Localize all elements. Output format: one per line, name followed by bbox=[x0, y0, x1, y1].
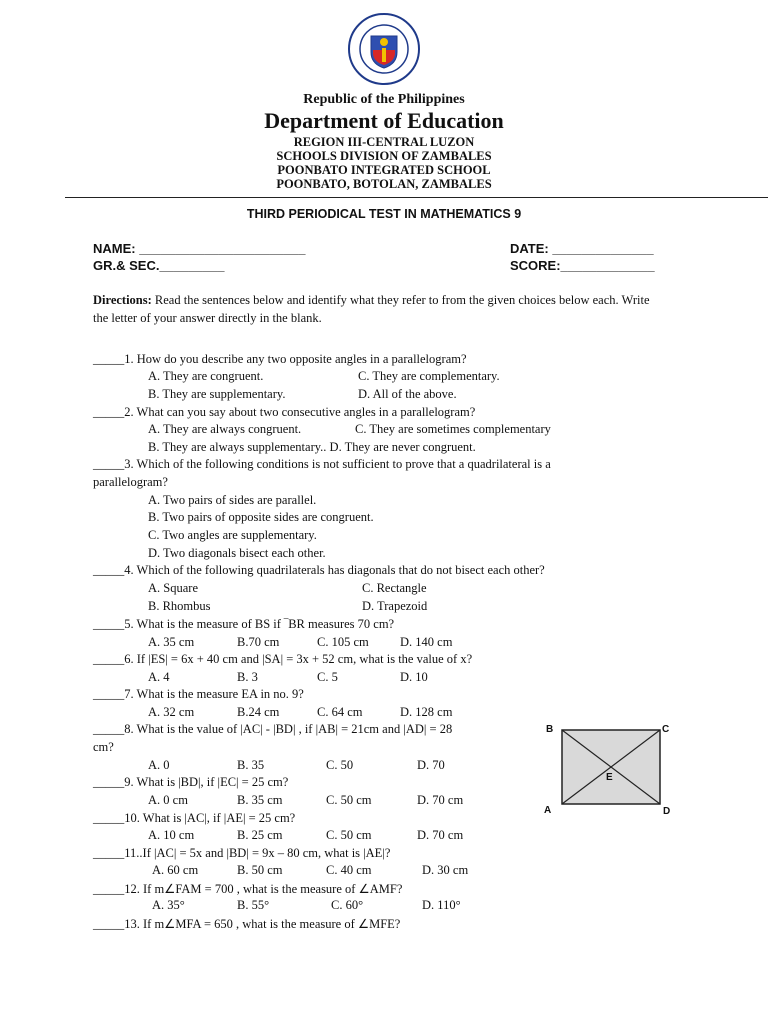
question-line: _____12. If m∠FAM = 700 , what is the measure of ∠AMF? bbox=[93, 882, 403, 896]
question-line: A. Two pairs of sides are parallel. bbox=[148, 493, 317, 507]
question-line: A. They are always congruent. bbox=[148, 422, 302, 436]
deped-seal bbox=[347, 12, 421, 86]
question-line: B. 25 cm bbox=[237, 828, 283, 842]
question-line: _____1. How do you describe any two opposite angles in a parallelogram? bbox=[93, 352, 467, 366]
question-line: D. 110° bbox=[422, 898, 461, 912]
header-division: SCHOOLS DIVISION OF ZAMBALES bbox=[276, 149, 492, 163]
question-line: A. They are congruent. bbox=[148, 369, 264, 383]
test-title: THIRD PERIODICAL TEST IN MATHEMATICS 9 bbox=[246, 207, 522, 221]
score-field[interactable]: SCORE:_____________ bbox=[510, 258, 655, 273]
question-line: D. 70 cm bbox=[417, 828, 464, 842]
header-republic: Republic of the Philippines bbox=[303, 92, 465, 107]
question-line: C. 50 bbox=[326, 758, 354, 772]
header-divider bbox=[65, 197, 768, 198]
question-line: A. 4 bbox=[148, 670, 170, 684]
question-line: D. 70 cm bbox=[417, 793, 464, 807]
question-line: cm? bbox=[93, 740, 114, 754]
question-line: B. 35 bbox=[237, 758, 265, 772]
vertex-label-d: D bbox=[663, 806, 671, 817]
question-line: _____8. What is the value of |AC| - |BD| , if |AB| = 21cm and |AD| = 28 bbox=[93, 722, 453, 736]
question-line: D. 10 bbox=[400, 670, 428, 684]
question-line: C. They are complementary. bbox=[358, 369, 500, 383]
question-line: C. Two angles are supplementary. bbox=[148, 528, 317, 542]
deped-seal-icon bbox=[347, 12, 421, 86]
question-line: _____2. What can you say about two consecutive angles in a parallelogram? bbox=[93, 405, 476, 419]
question-line: C. Rectangle bbox=[362, 581, 427, 595]
question-line: B. 3 bbox=[237, 670, 258, 684]
question-line: A. 0 cm bbox=[148, 793, 188, 807]
question-line: C. 50 cm bbox=[326, 828, 372, 842]
question-line: _____11..If |AC| = 5x and |BD| = 9x – 80 cm, what is |AE|? bbox=[93, 846, 391, 860]
question-line: B. 35 cm bbox=[237, 793, 283, 807]
question-line: A. 35 cm bbox=[148, 635, 195, 649]
question-line: C. 64 cm bbox=[317, 705, 363, 719]
question-line: B. Rhombus bbox=[148, 599, 211, 613]
question-line: B. Two pairs of opposite sides are congruent. bbox=[148, 510, 374, 524]
question-line: B. 50 cm bbox=[237, 863, 283, 877]
directions bbox=[93, 292, 663, 327]
question-line: _____9. What is |BD|, if |EC| = 25 cm? bbox=[93, 775, 289, 789]
question-line: C. 5 bbox=[317, 670, 338, 684]
question-line: C. They are sometimes complementary bbox=[355, 422, 551, 436]
question-line: A. 0 bbox=[148, 758, 170, 772]
question-line: D. 140 cm bbox=[400, 635, 453, 649]
question-line: _____6. If |ES| = 6x + 40 cm and |SA| = 3x + 52 cm, what is the value of x? bbox=[93, 652, 473, 666]
directions-label: Directions: bbox=[93, 293, 152, 307]
name-field[interactable]: NAME: _______________________ bbox=[93, 241, 306, 256]
question-line: A. 10 cm bbox=[148, 828, 195, 842]
question-line: B. They are always supplementary.. D. They are never congruent. bbox=[148, 440, 476, 454]
grade-section-field[interactable]: GR.& SEC._________ bbox=[93, 258, 225, 273]
question-line: D. Trapezoid bbox=[362, 599, 428, 613]
question-line: C. 50 cm bbox=[326, 793, 372, 807]
vertex-label-a: A bbox=[544, 805, 552, 816]
question-line: D. All of the above. bbox=[358, 387, 457, 401]
question-line: B. 55° bbox=[237, 898, 270, 912]
question-line: _____7. What is the measure EA in no. 9? bbox=[93, 687, 304, 701]
question-line: C. 60° bbox=[331, 898, 364, 912]
rectangle-figure bbox=[540, 720, 680, 822]
header-address: POONBATO, BOTOLAN, ZAMBALES bbox=[276, 177, 492, 191]
header-department: Department of Education bbox=[264, 108, 504, 133]
question-line: D. 128 cm bbox=[400, 705, 453, 719]
question-line: B.70 cm bbox=[237, 635, 280, 649]
question-line: C. 105 cm bbox=[317, 635, 369, 649]
question-line: parallelogram? bbox=[93, 475, 168, 489]
question-line: _____5. What is the measure of BS if ‾BR measures 70 cm? bbox=[93, 617, 395, 631]
question-line: D. 70 bbox=[417, 758, 445, 772]
date-field[interactable]: DATE: ______________ bbox=[510, 241, 654, 256]
vertex-label-b: B bbox=[546, 724, 554, 735]
question-line: D. Two diagonals bisect each other. bbox=[148, 546, 326, 560]
question-line: A. 60 cm bbox=[152, 863, 199, 877]
header-region: REGION III-CENTRAL LUZON bbox=[293, 135, 475, 149]
question-line: A. 35° bbox=[152, 898, 185, 912]
question-line: _____13. If m∠MFA = 650 , what is the measure of ∠MFE? bbox=[93, 917, 401, 931]
question-line: A. Square bbox=[148, 581, 198, 595]
vertex-label-e: E bbox=[606, 772, 613, 783]
header-school: POONBATO INTEGRATED SCHOOL bbox=[277, 163, 491, 177]
question-line: D. 30 cm bbox=[422, 863, 469, 877]
question-line: C. 40 cm bbox=[326, 863, 372, 877]
question-line: A. 32 cm bbox=[148, 705, 195, 719]
question-line: B. They are supplementary. bbox=[148, 387, 286, 401]
question-line: _____10. What is |AC|, if |AE| = 25 cm? bbox=[93, 811, 296, 825]
question-line: _____4. Which of the following quadrilaterals has diagonals that do not bisect each other? bbox=[93, 563, 545, 577]
directions-text: Read the sentences below and identify what they refer to from the given choices below each. Write the letter of your answer directly in the blank. bbox=[93, 293, 650, 325]
vertex-label-c: C bbox=[662, 724, 670, 735]
question-line: _____3. Which of the following conditions is not sufficient to prove that a quadrilateral is a bbox=[93, 457, 551, 471]
question-line: B.24 cm bbox=[237, 705, 280, 719]
rectangle-diagram bbox=[540, 720, 680, 822]
